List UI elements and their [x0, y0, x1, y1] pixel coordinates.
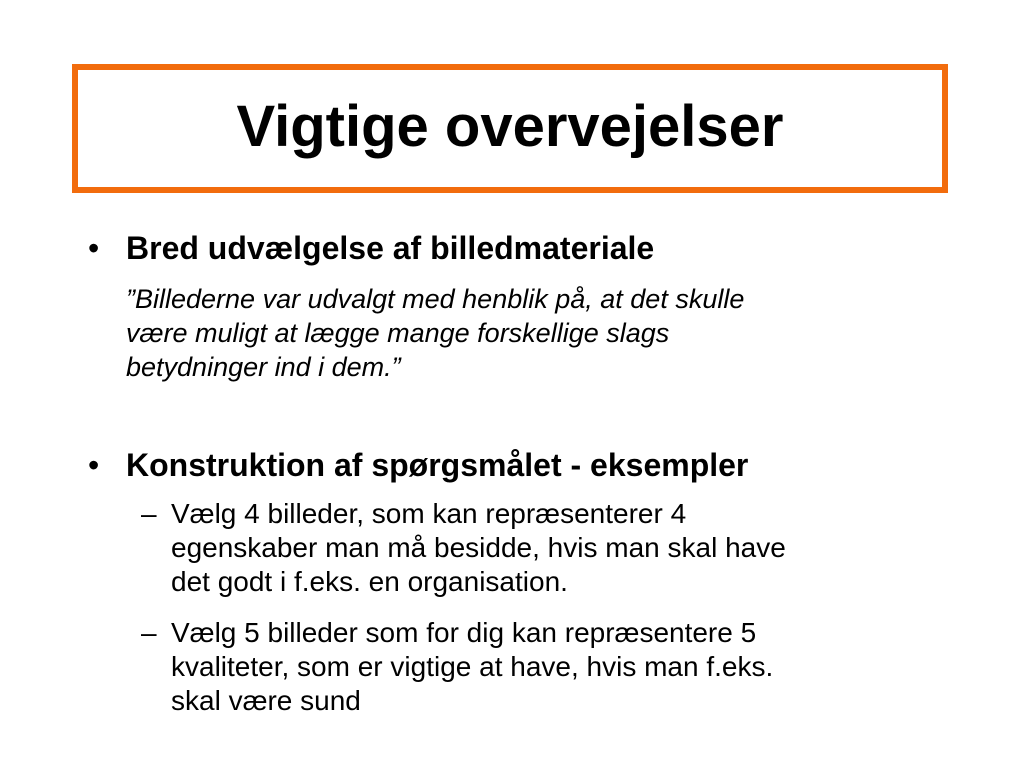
sub-item-line: Vælg 5 billeder som for dig kan repræsentere 5 — [171, 617, 757, 648]
quote-line: ”Billederne var udvalgt med henblik på, at det skulle — [126, 284, 745, 314]
dash-marker: – — [141, 617, 157, 648]
quote-line: betydninger ind i dem.” — [126, 352, 401, 382]
quote-line: være muligt at lægge mange forskellige slags — [126, 318, 670, 348]
sub-item-line: Vælg 4 billeder, som kan repræsenterer 4 — [171, 498, 687, 529]
bullet-heading-1: Bred udvælgelse af billedmateriale — [126, 230, 655, 266]
sub-item-2 — [171, 616, 971, 718]
slide-title: Vigtige overvejelser — [236, 93, 784, 159]
quote-text — [126, 282, 956, 384]
bullet-marker: • — [88, 447, 100, 483]
sub-item-line: det godt i f.eks. en organisation. — [171, 566, 568, 597]
sub-item-line: egenskaber man må besidde, hvis man skal have — [171, 532, 786, 563]
bullet-marker: • — [88, 230, 100, 266]
sub-item-line: kvaliteter, som er vigtige at have, hvis man f.eks. — [171, 651, 774, 682]
bullet-heading-2: Konstruktion af spørgsmålet - eksempler — [126, 447, 749, 483]
dash-marker: – — [141, 498, 157, 529]
sub-item-line: skal være sund — [171, 685, 361, 716]
sub-item-1 — [171, 497, 971, 599]
